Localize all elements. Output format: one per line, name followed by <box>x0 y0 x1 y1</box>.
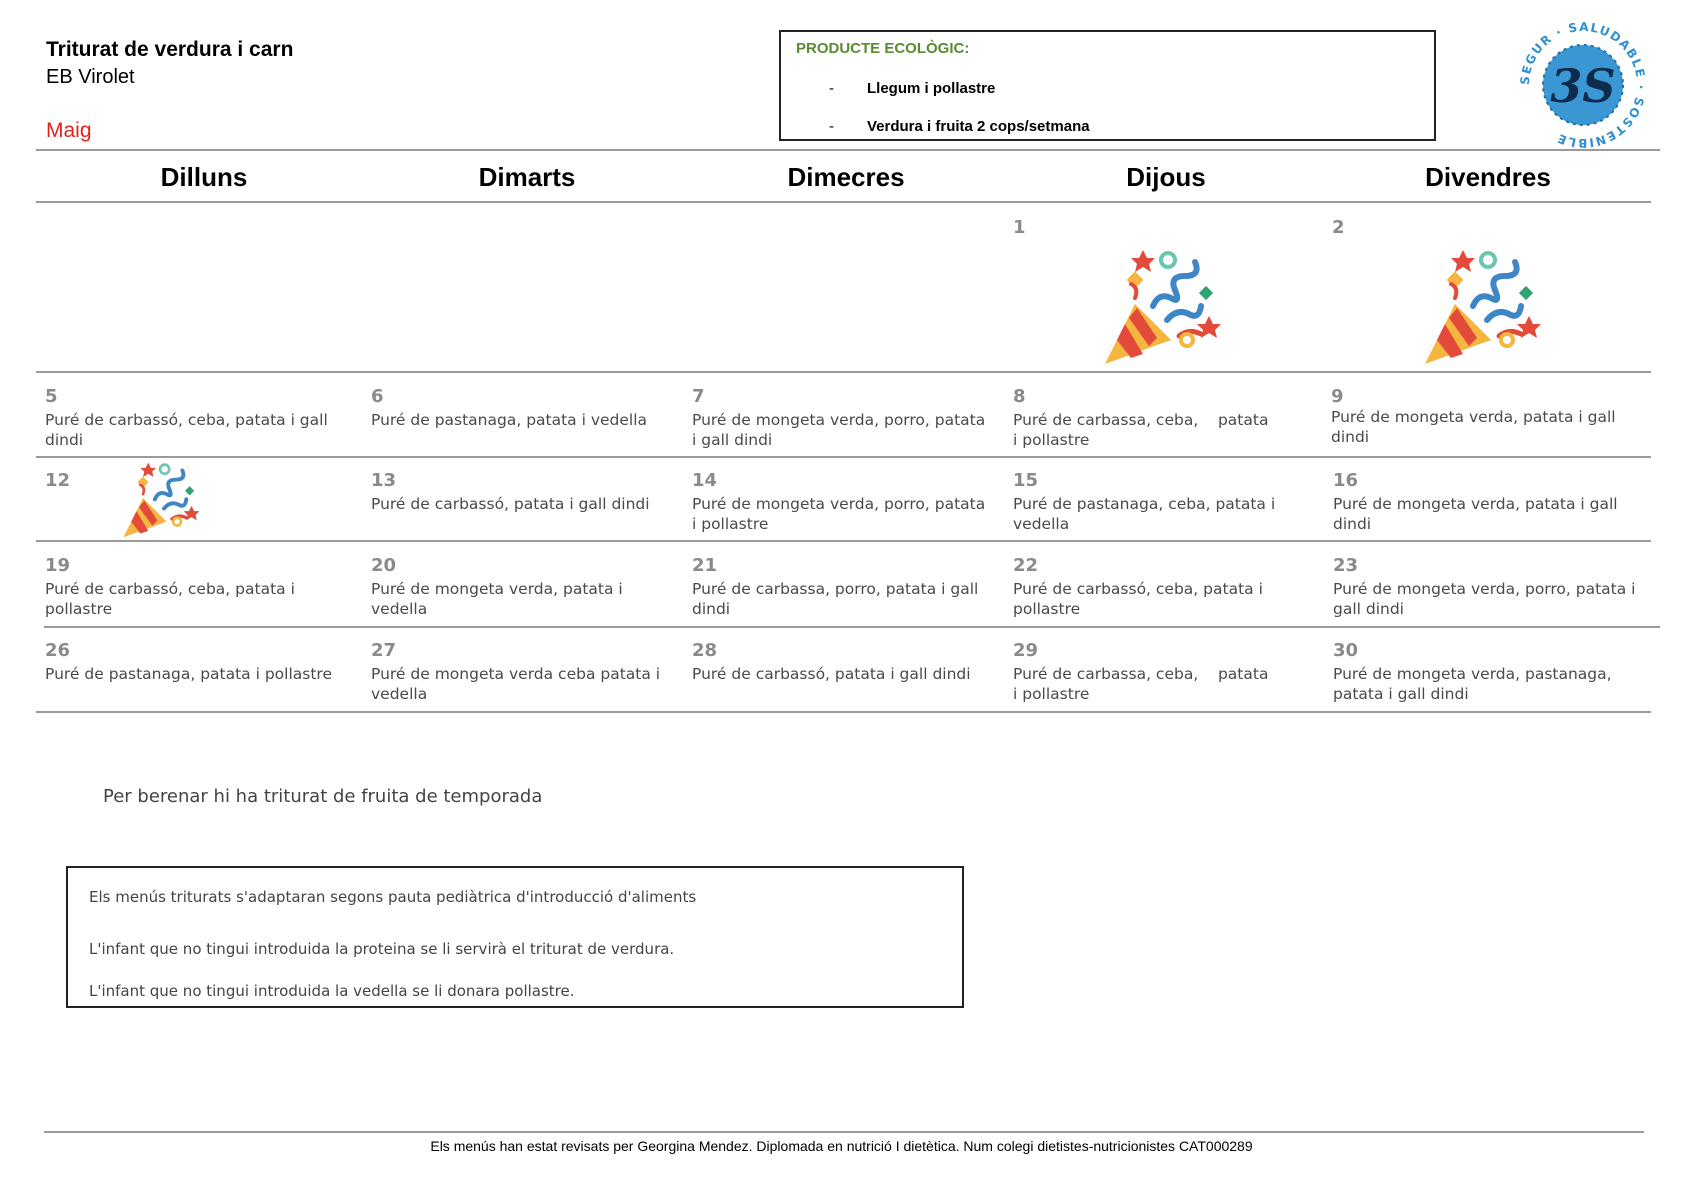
menu-text: Puré de mongeta verda, patata i gall dindi <box>1333 495 1618 533</box>
calendar-cell <box>692 640 992 684</box>
footer-divider <box>44 1131 1644 1133</box>
day-number: 7 <box>692 386 705 407</box>
day-number: 13 <box>371 470 397 491</box>
calendar-cell <box>371 470 681 514</box>
menu-text: Puré de pastanaga, patata i vedella <box>371 411 648 429</box>
weekday-header: Dimarts <box>478 162 576 192</box>
calendar-cell <box>371 386 681 430</box>
day-number: 14 <box>692 470 718 491</box>
day-number: 26 <box>45 640 71 661</box>
day-number: 30 <box>1333 640 1359 661</box>
calendar-cell <box>692 555 1010 619</box>
menu-text: Puré de carbassó, patata i gall dindi <box>371 495 650 513</box>
menu-text: Puré de pastanaga, patata i pollastre <box>45 665 332 683</box>
notes-box <box>66 866 964 1008</box>
eco-item-text: Verdura i fruita 2 cops/setmana <box>867 118 1090 135</box>
calendar-cell <box>692 386 992 450</box>
menu-text: Puré de mongeta verda, patata i gall dindi <box>1331 408 1616 446</box>
note-text: Els menús triturats s'adaptaran segons pauta pediàtrica d'introducció d'aliments <box>89 888 697 906</box>
note-text: L'infant que no tingui introduida la vedella se li donara pollastre. <box>89 982 575 1000</box>
calendar-cell <box>1013 386 1273 450</box>
weekday-divider <box>36 201 1651 203</box>
calendar-cell <box>45 386 355 450</box>
menu-text: Puré de carbassa, porro, patata i gall dindi <box>692 580 979 618</box>
weekday-header: Dilluns <box>160 162 248 192</box>
menu-text: Puré de pastanaga, ceba, patata i vedella <box>1013 495 1276 533</box>
menu-text: Puré de mongeta verda ceba patata i vedella <box>371 665 661 703</box>
week-divider <box>36 711 1651 713</box>
menu-text: Puré de mongeta verda, porro, patata i gall dindi <box>692 411 986 449</box>
day-number: 6 <box>371 386 384 407</box>
day-number: 20 <box>371 555 397 576</box>
eco-item <box>829 80 995 97</box>
calendar-cell <box>1013 470 1331 534</box>
day-number: 5 <box>45 386 58 407</box>
party-popper-icon <box>1423 246 1551 368</box>
day-number: 21 <box>692 555 718 576</box>
day-number: 22 <box>1013 555 1039 576</box>
party-popper-icon <box>1103 246 1231 368</box>
calendar-cell <box>692 470 992 534</box>
weekday-header: Dimecres <box>787 162 905 192</box>
calendar-cell <box>371 555 681 619</box>
calendar-cell <box>1013 217 1323 238</box>
day-number: 9 <box>1331 386 1344 407</box>
logo-mark: 3S <box>1550 59 1616 113</box>
header-divider <box>36 149 1660 151</box>
week-divider <box>36 371 1651 373</box>
day-number: 19 <box>45 555 71 576</box>
month-label: Maig <box>46 119 92 142</box>
calendar-cell <box>45 555 355 619</box>
day-number: 27 <box>371 640 397 661</box>
week-divider <box>36 456 1651 458</box>
eco-heading: PRODUCTE ECOLÒGIC: <box>796 40 970 57</box>
school-name: EB Virolet <box>46 66 135 88</box>
day-number: 29 <box>1013 640 1039 661</box>
day-number: 15 <box>1013 470 1039 491</box>
note-text: L'infant que no tingui introduida la proteina se li servirà el triturat de verdura. <box>89 940 675 958</box>
snack-note: Per berenar hi ha triturat de fruita de temporada <box>103 786 543 807</box>
week-divider <box>36 540 1651 542</box>
menu-title: Triturat de verdura i carn <box>46 38 294 61</box>
menu-text: Puré de carbassa, ceba, patata i pollastre <box>1013 665 1274 703</box>
menu-text: Puré de mongeta verda, pastanaga, patata i gall dindi <box>1333 665 1612 703</box>
party-popper-icon <box>122 460 206 540</box>
calendar-cell <box>1013 555 1331 619</box>
calendar-cell <box>1332 217 1642 238</box>
eco-item <box>829 118 1090 135</box>
week-divider <box>44 626 1660 628</box>
eco-bullet: - <box>829 118 834 135</box>
menu-text: Puré de mongeta verda, patata i vedella <box>371 580 623 618</box>
menu-text: Puré de carbassó, patata i gall dindi <box>692 665 971 683</box>
calendar-cell <box>1333 470 1653 534</box>
day-number: 8 <box>1013 386 1026 407</box>
menu-text: Puré de mongeta verda, porro, patata i gall dindi <box>1333 580 1636 618</box>
day-number: 23 <box>1333 555 1359 576</box>
logo-ring-text: SEGUR · SALUDABLE · SOSTENIBLE <box>1517 20 1649 150</box>
calendar-cell <box>45 640 355 684</box>
calendar-cell <box>1331 386 1651 447</box>
menu-text: Puré de carbassa, ceba, patata i pollastre <box>1013 411 1274 449</box>
day-number: 16 <box>1333 470 1359 491</box>
calendar-cell <box>1333 640 1653 704</box>
day-number: 2 <box>1332 217 1345 238</box>
menu-text: Puré de mongeta verda, porro, patata i pollastre <box>692 495 986 533</box>
eco-product-box <box>779 30 1436 141</box>
footer-credit: Els menús han estat revisats per Georgina Mendez. Diplomada en nutrició I dietètica. Num colegi dietistes-nutricionistes CAT000289 <box>430 1138 1253 1154</box>
eco-item-text: Llegum i pollastre <box>867 80 996 97</box>
day-number: 1 <box>1013 217 1026 238</box>
menu-text: Puré de carbassó, ceba, patata i gall dindi <box>45 411 328 449</box>
calendar-cell <box>1013 640 1273 704</box>
menu-text: Puré de carbassó, ceba, patata i pollastre <box>1013 580 1263 618</box>
weekday-header: Dijous <box>1126 162 1206 192</box>
eco-bullet: - <box>829 80 834 97</box>
menu-text: Puré de carbassó, ceba, patata i pollastre <box>45 580 295 618</box>
day-number: 28 <box>692 640 718 661</box>
day-number: 12 <box>45 470 71 491</box>
3s-logo <box>1515 20 1651 150</box>
weekday-header: Divendres <box>1425 162 1551 192</box>
calendar-cell <box>1333 555 1653 619</box>
calendar-cell <box>371 640 661 704</box>
